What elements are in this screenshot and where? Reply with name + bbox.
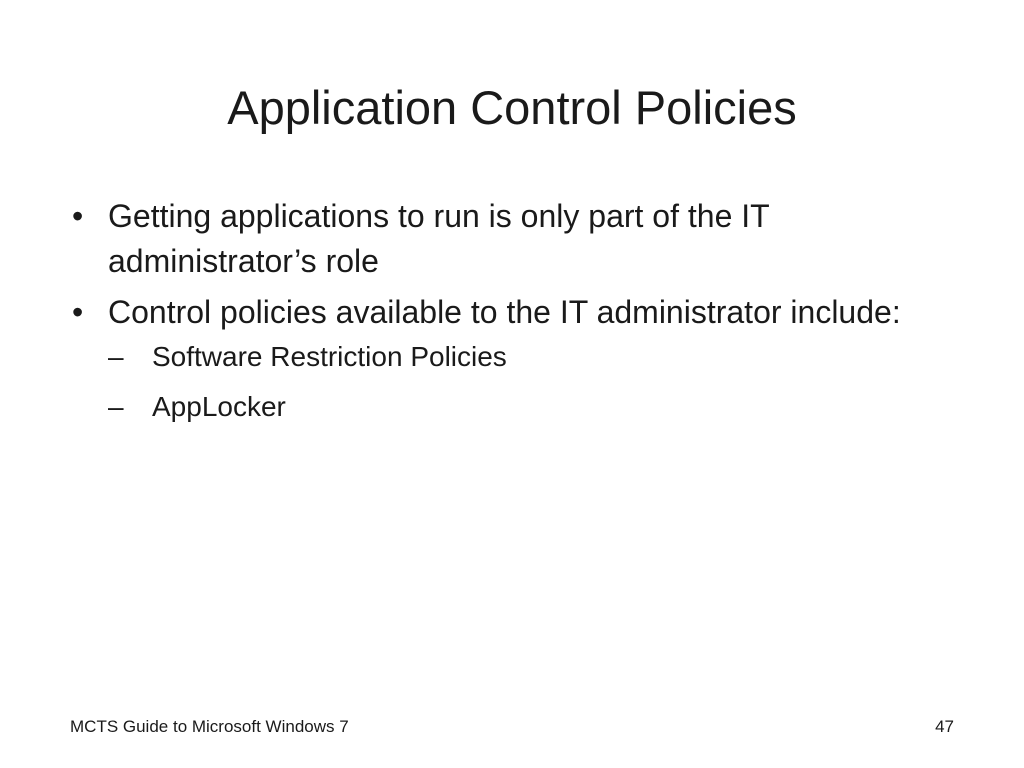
sub-bullet-item-text: Software Restriction Policies	[152, 341, 507, 372]
bullet-glyph: •	[72, 294, 84, 330]
slide-body	[70, 194, 930, 437]
bullet-item-1	[70, 194, 930, 284]
dash-glyph: –	[108, 341, 124, 372]
bullet-item-text: Control policies available to the IT administrator include:	[108, 294, 901, 330]
sub-bullet-list	[108, 337, 930, 427]
bullet-item-2	[70, 290, 930, 427]
sub-bullet-item-text: AppLocker	[152, 391, 286, 422]
dash-glyph: –	[108, 391, 124, 422]
bullet-glyph: •	[72, 198, 84, 234]
sub-bullet-item-1	[108, 337, 930, 377]
slide-title: Application Control Policies	[227, 81, 797, 134]
bullet-item-text: Getting applications to run is only part of the IT administrator’s role	[108, 198, 770, 279]
footer-page-number: 47	[935, 717, 954, 736]
bullet-list	[70, 194, 930, 427]
sub-bullet-item-2	[108, 387, 930, 427]
footer-course-title: MCTS Guide to Microsoft Windows 7	[70, 717, 349, 736]
